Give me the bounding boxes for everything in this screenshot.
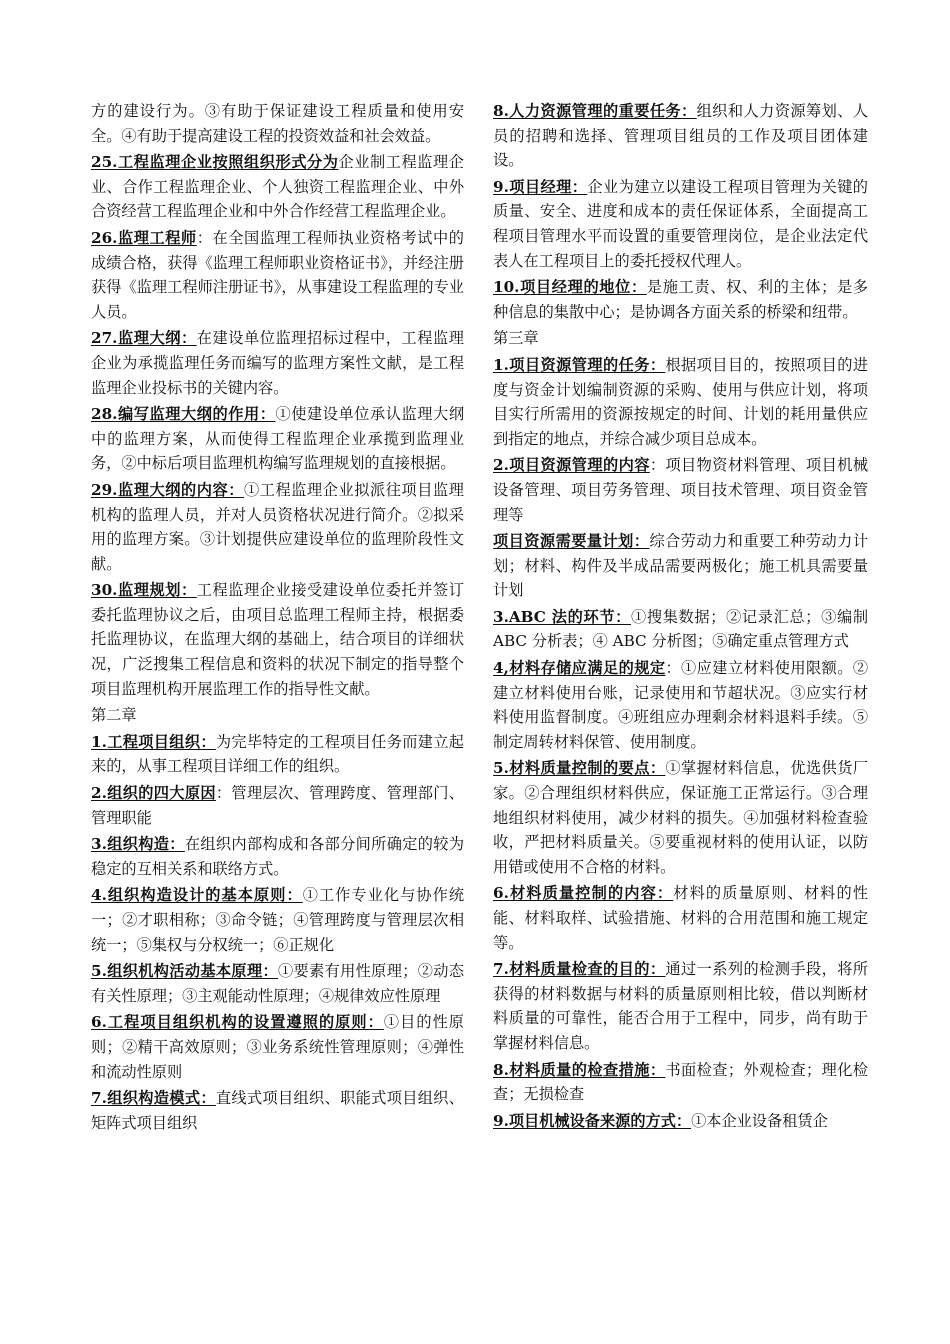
definition-paragraph xyxy=(493,605,868,654)
definition-paragraph xyxy=(91,781,464,830)
term-label: 26.监理工程师 xyxy=(91,228,197,247)
chapter-heading: 第三章 xyxy=(493,329,539,348)
term-label: 9.项目经理： xyxy=(493,177,588,196)
term-label: 3.组织构造： xyxy=(91,835,185,854)
definition-text: 根据项目目的，按照项目的进度与资金计划编制资源的采购、使用与供应计划，将项目实行所需用的资源按规定的时间、计划的耗用量供应到指定的地点，并综合减少项目总成本。 xyxy=(493,355,869,448)
term-label: 3.ABC 法的环节： xyxy=(493,607,632,626)
definition-paragraph xyxy=(493,1058,868,1107)
definition-paragraph xyxy=(493,1109,868,1134)
term-label: 1.工程项目组织： xyxy=(91,732,216,751)
term-label: 10.项目经理的地位： xyxy=(493,278,647,297)
definition-text: ①工程监理企业拟派往项目监理机构的监理人员，并对人员资格状况进行简介。②拟采用的监理方案。③计划提供应建设单位的监理阶段性文献。 xyxy=(91,480,464,573)
term-label: 27.监理大纲： xyxy=(91,329,197,348)
definition-text: ：项目物资材料管理、项目机械设备管理、项目劳务管理、项目技术管理、项目资金管理等 xyxy=(493,456,869,524)
definition-text: 企业为建立以建设工程项目管理为关键的质量、安全、进度和成本的责任保证体系，全面提高工程项目管理水平而设置的重要管理岗位，是企业法定代表人在工程项目上的委托授权代理人。 xyxy=(493,177,868,270)
definition-text: 通过一系列的检测手段，将所获得的材料数据与材料的质量原则相比较，借以判断材料质量的可靠性，能否合用于工程中，同步，尚有助于掌握材料信息。 xyxy=(493,960,869,1052)
definition-paragraph xyxy=(493,99,868,173)
definition-paragraph xyxy=(91,1086,464,1135)
term-label: 30.监理规划： xyxy=(91,581,197,600)
term-label: 9.项目机械设备来源的方式： xyxy=(493,1111,692,1130)
term-label: 2.组织的四大原因 xyxy=(91,784,216,803)
definition-paragraph xyxy=(493,275,868,324)
definition-text: 为完毕特定的工程项目任务而建立起来的，从事工程项目详细工作的组织。 xyxy=(91,732,464,776)
definition-text: ①使建设单位承认监理大纲中的监理方案，从而使得工程监理企业承揽到监理业务，②中标后项目监理机构编写监理规划的直接根据。 xyxy=(91,405,465,473)
definition-text: 工程监理企业接受建设单位委托并签订委托监理协议之后，由项目总监理工程师主持，根据委托监理协议，在监理大纲的基础上，结合项目的详细状况，广泛搜集工程信息和资料的状况下制定的指导整个项目监理机构开展监理工作的指导性文献。 xyxy=(91,581,464,698)
definition-text: ①搜集数据；②记录汇总；③编制 ABC 分析表；④ ABC 分析图；⑤确定重点管理方式 xyxy=(493,607,869,651)
definition-paragraph xyxy=(91,832,464,881)
definition-paragraph xyxy=(493,881,868,955)
definition-paragraph xyxy=(91,226,464,324)
left-column xyxy=(91,99,464,1137)
definition-text: ①要素有用性原理；②动态有关性原理；③主观能动性原理；④规律效应性原理 xyxy=(91,962,465,1005)
definition-paragraph xyxy=(493,453,868,527)
definition-text: ①工作专业化与协作统一；②才职相称；③命令链；④管理跨度与管理层次相统一；⑤集权与分权统一；⑥正规化 xyxy=(91,886,465,954)
term-label: 5.组织机构活动基本原理： xyxy=(91,962,279,981)
definition-text: ：在全国监理工程师执业资格考试中的成绩合格，获得《监理工程师职业资格证书》，并经注册获得《监理工程师注册证书》，从事建设工程监理的专业人员。 xyxy=(91,228,464,321)
term-label: 4.组织构造设计的基本原则： xyxy=(91,886,303,905)
definition-paragraph xyxy=(91,730,464,779)
chapter-heading: 第二章 xyxy=(91,706,137,725)
definition-paragraph xyxy=(493,756,868,879)
definition-paragraph xyxy=(91,99,464,148)
definition-paragraph xyxy=(493,656,868,754)
definition-text: 直线式项目组织、职能式项目组织、矩阵式项目组织 xyxy=(91,1089,464,1132)
definition-text: 在建设单位监理招标过程中，工程监理企业为承揽监理任务而编写的监理方案性文献，是工程监理企业投标书的关键内容。 xyxy=(91,329,464,397)
term-label: 6.材料质量控制的内容： xyxy=(493,884,674,903)
definition-paragraph xyxy=(493,529,868,603)
term-label: 8.材料质量的检查措施： xyxy=(493,1060,666,1079)
definition-text: 材料的质量原则、材料的性能、材料取样、试验措施、材料的合用范围和施工规定等。 xyxy=(493,884,869,952)
definition-text: 企业制工程监理企业、合作工程监理企业、个人独资工程监理企业、中外合资经营工程监理企业和中外合作经营工程监理企业。 xyxy=(91,153,464,221)
definition-paragraph xyxy=(91,578,464,701)
definition-text: ①本企业设备租赁企 xyxy=(691,1111,828,1130)
definition-text: 在组织内部构成和各部分间所确定的较为稳定的互相关系和联络方式。 xyxy=(91,835,465,878)
definition-paragraph xyxy=(91,326,464,400)
definition-text: ：①应建立材料使用限额。②建立材料使用台账，记录使用和节超状况。③应实行材料使用监督制度。④班组应办理剩余材料退料手续。⑤制定周转材料保管、使用制度。 xyxy=(493,659,869,751)
term-label: 4,材料存储应满足的规定 xyxy=(493,659,666,678)
definition-text: ①掌握材料信息，优选供货厂家。②合理组织材料供应，保证施工正常运行。③合理地组织材料使用，减少材料的损失。④加强材料检查验收，严把材料质量关。⑤要重视材料的使用认证，以防用错或使用不合格的材料。 xyxy=(493,759,869,876)
term-label: 29.监理大纲的内容： xyxy=(91,480,245,499)
term-label: 7.组织构造模式： xyxy=(91,1089,216,1108)
definition-text: 方的建设行为。③有助于保证建设工程质量和使用安全。④有助于提高建设工程的投资效益和社会效益。 xyxy=(91,102,464,145)
definition-text: 综合劳动力和重要工种劳动力计划；材料、构件及半成品需要两极化；施工机具需要量计划 xyxy=(493,532,869,600)
definition-text: ：管理层次、管理跨度、管理部门、管理职能 xyxy=(91,784,464,827)
term-label: 25.工程监理企业按照组织形式分为 xyxy=(91,153,339,172)
definition-paragraph xyxy=(91,1010,464,1084)
definition-text: 组织和人力资源筹划、人员的招聘和选择、管理项目组员的工作及项目团体建设。 xyxy=(493,102,869,170)
term-label: 项目资源需要量计划： xyxy=(493,532,650,551)
definition-paragraph xyxy=(91,959,464,1008)
definition-paragraph xyxy=(493,957,868,1055)
definition-paragraph xyxy=(91,478,464,576)
definition-text: 是施工责、权、利的主体；是多种信息的集散中心；是协调各方面关系的桥梁和纽带。 xyxy=(493,278,868,321)
definition-paragraph xyxy=(91,883,464,957)
term-label: 2.项目资源管理的内容 xyxy=(493,456,650,475)
definition-text: 书面检查；外观检查；理化检查；无损检查 xyxy=(493,1060,869,1104)
term-label: 8.人力资源管理的重要任务： xyxy=(493,102,697,120)
term-label: 28.编写监理大纲的作用： xyxy=(91,405,276,424)
term-label: 6.工程项目组织机构的设置遵照的原则： xyxy=(91,1013,384,1032)
term-label: 1.项目资源管理的任务： xyxy=(493,355,666,374)
definition-paragraph xyxy=(91,402,464,476)
definition-paragraph xyxy=(91,150,464,224)
term-label: 7.材料质量检查的目的： xyxy=(493,960,666,979)
term-label: 5.材料质量控制的要点： xyxy=(493,759,666,778)
right-column xyxy=(493,99,868,1135)
definition-paragraph xyxy=(493,353,868,451)
definition-paragraph xyxy=(493,175,868,273)
definition-text: ①目的性原则；②精干高效原则；③业务系统性管理原则；④弹性和流动性原则 xyxy=(91,1013,464,1081)
